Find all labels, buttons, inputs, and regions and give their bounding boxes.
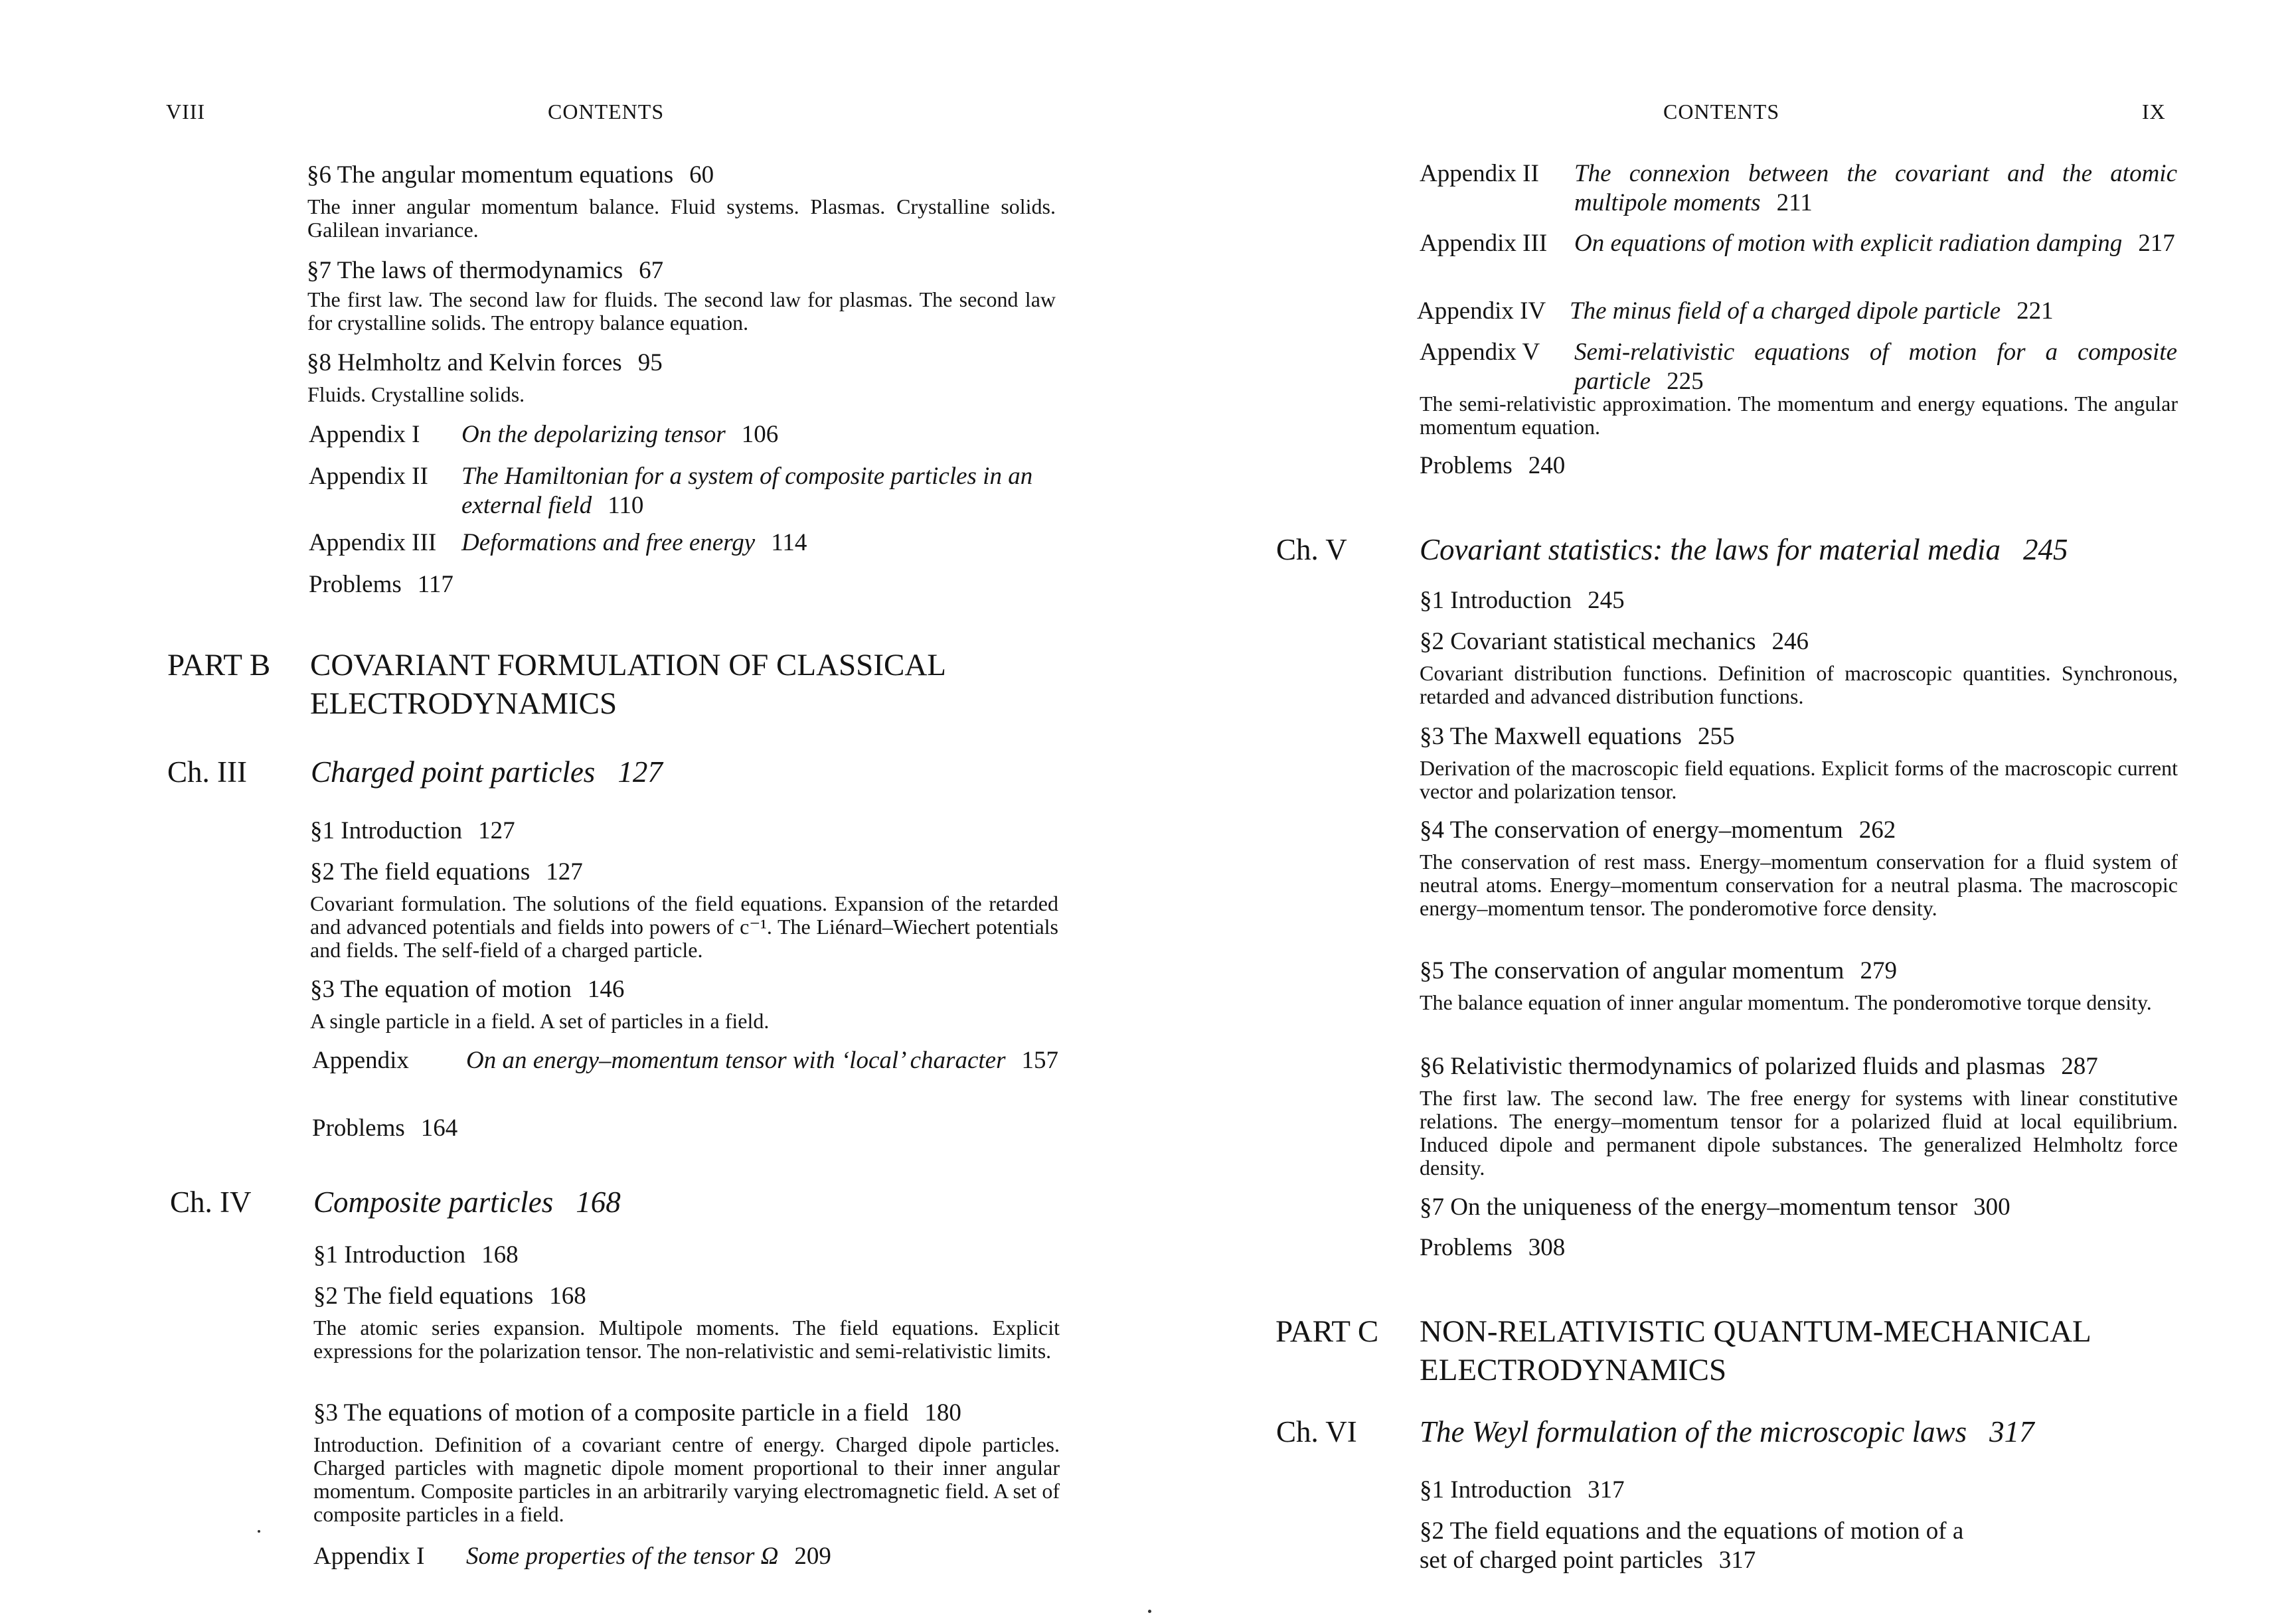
toc-section-1[interactable] [1420, 586, 1625, 615]
appendix-title: The connexion between the covariant and the atomic multipole moments [1574, 160, 2177, 216]
running-header: CONTENTS [1663, 100, 1780, 123]
toc-section-6[interactable] [1420, 1052, 2098, 1081]
toc-section-1[interactable] [1420, 1476, 1625, 1505]
section-description: A single particle in a field. A set of particles in a field. [310, 1009, 770, 1033]
toc-section-7[interactable] [1420, 1193, 2010, 1222]
appendix-label: Appendix V [1420, 339, 1540, 366]
toc-section-2[interactable] [313, 1282, 586, 1311]
section-description: Covariant distribution functions. Definition of macroscopic quantities. Synchronous, retarded and advanced distribution functions. [1420, 661, 2178, 708]
section-title: §8 Helmholtz and Kelvin forces [307, 349, 622, 376]
section-title: §2 Covariant statistical mechanics [1420, 628, 1756, 655]
section-description: The inner angular momentum balance. Fluid systems. Plasmas. Crystalline solids. Galilean invariance. [307, 194, 1056, 242]
problems-page: 240 [1528, 452, 1566, 479]
toc-appendix-4[interactable] [1417, 297, 2180, 326]
problems-label: Problems [312, 1115, 405, 1142]
section-description: Introduction. Definition of a covariant centre of energy. Charged dipole particles. Charged particles with magnetic dipole moment proportional to their inner angular momentum. Composite particles in an arbitrarily varying electromagnetic field. A set of composite particles in a field. [313, 1432, 1060, 1526]
toc-appendix-2[interactable] [309, 462, 1059, 520]
appendix-title: On equations of motion with explicit radiation damping [1574, 230, 2123, 257]
chapter-label: Ch. VI [1276, 1415, 1357, 1448]
toc-section-7[interactable] [307, 256, 663, 285]
section-description: The balance equation of inner angular momentum. The ponderomotive torque density. [1420, 990, 2152, 1014]
problems-page: 164 [420, 1115, 458, 1142]
section-page: 60 [689, 161, 714, 189]
toc-appendix-3[interactable] [309, 528, 1059, 558]
section-page: 127 [546, 858, 583, 885]
appendix-title: Some properties of the tensor Ω [466, 1543, 779, 1570]
section-page: 317 [1718, 1547, 1756, 1574]
toc-section-3[interactable] [1420, 722, 1734, 751]
section-page: 300 [1973, 1193, 2010, 1221]
toc-appendix-3[interactable] [1420, 229, 2183, 287]
appendix-page: 217 [2138, 230, 2175, 257]
section-description: The semi-relativistic approximation. The momentum and energy equations. The angular momentum equation. [1420, 392, 2178, 439]
section-title: §1 Introduction [313, 1241, 466, 1269]
chapter-title[interactable]: Composite particles 168 [313, 1186, 621, 1219]
problems-label: Problems [309, 571, 402, 598]
toc-section-6[interactable] [307, 161, 714, 190]
toc-section-2[interactable] [1420, 1517, 2183, 1575]
chapter-label: Ch. IV [170, 1186, 252, 1219]
section-title: §3 The equations of motion of a composite particle in a field [313, 1399, 909, 1426]
chapter-title[interactable]: Charged point particles 127 [311, 755, 663, 789]
appendix-label: Appendix I [313, 1543, 425, 1570]
appendix-title: The Hamiltonian for a system of composite particles in an external field [461, 463, 1033, 519]
section-page: 246 [1771, 628, 1809, 655]
section-description: Fluids. Crystalline solids. [307, 382, 525, 406]
toc-section-1[interactable] [313, 1241, 519, 1270]
appendix-label: Appendix III [309, 529, 437, 556]
toc-section-5[interactable] [1420, 957, 1897, 986]
right-page [1148, 0, 2296, 1615]
toc-problems[interactable] [312, 1114, 457, 1143]
appendix-page: 106 [741, 421, 779, 448]
section-title: §4 The conservation of energy–momentum [1420, 816, 1843, 844]
section-description: The first law. The second law for fluids. The second law for plasmas. The second law for crystalline solids. The entropy balance equation. [307, 287, 1056, 335]
section-page: 287 [2061, 1053, 2098, 1080]
toc-section-3[interactable] [310, 975, 624, 1004]
toc-problems[interactable] [1420, 1233, 1565, 1263]
appendix-label: Appendix IV [1417, 297, 1546, 325]
appendix-page: 209 [794, 1543, 831, 1570]
section-title: §5 The conservation of angular momentum [1420, 957, 1845, 984]
toc-section-8[interactable] [307, 348, 663, 378]
section-description: Derivation of the macroscopic field equations. Explicit forms of the macroscopic current vector and polarization tensor. [1420, 756, 2178, 803]
speck-mark [258, 1530, 260, 1533]
section-title: §6 The angular momentum equations [307, 161, 674, 189]
toc-section-1[interactable] [310, 816, 515, 846]
section-title: §1 Introduction [1420, 1476, 1572, 1503]
chapter-title[interactable]: Covariant statistics: the laws for material media 245 [1420, 533, 2068, 566]
appendix-page: 110 [608, 492, 644, 519]
appendix-label: Appendix [312, 1047, 409, 1074]
section-page: 279 [1860, 957, 1897, 984]
speck-mark [1148, 1610, 1151, 1613]
section-description: The first law. The second law. The free energy for systems with linear constitutive relations. The energy–momentum tensor for a polarized fluid at local equilibrium. Induced dipole and permanent dipole substances. The generalized Helmholtz force density. [1420, 1086, 2178, 1180]
chapter-page: 245 [2023, 533, 2068, 566]
section-title: §2 The field equations [313, 1282, 534, 1310]
section-description: Covariant formulation. The solutions of the field equations. Expansion of the retarded and advanced potentials and fields into powers of c⁻¹. The Liénard–Wiechert potentials and fields. The self-field of a charged particle. [310, 891, 1058, 962]
section-description: The atomic series expansion. Multipole moments. The field equations. Explicit expressions for the polarization tensor. The non-relativistic and semi-relativistic limits. [313, 1316, 1060, 1363]
section-page: 255 [1697, 723, 1735, 750]
appendix-page: 211 [1776, 189, 1813, 216]
part-label: PART C [1275, 1314, 1379, 1349]
appendix-page: 221 [2016, 297, 2054, 325]
toc-problems[interactable] [309, 570, 453, 599]
part-title[interactable]: NON-RELATIVISTIC QUANTUM-MECHANICAL ELECTRODYNAMICS [1420, 1314, 2090, 1387]
toc-appendix-1[interactable] [309, 420, 1059, 449]
appendix-title: The minus field of a charged dipole particle [1570, 297, 2001, 325]
toc-section-4[interactable] [1420, 816, 1896, 845]
toc-appendix-2[interactable] [1420, 159, 2183, 218]
section-page: 127 [478, 817, 515, 844]
toc-section-2[interactable] [1420, 627, 1809, 656]
section-page: 67 [639, 257, 664, 284]
appendix-title: Semi-relativistic equations of motion for a composite particle [1574, 339, 2177, 395]
page-number: IX [2142, 100, 2166, 123]
chapter-page: 127 [617, 755, 663, 789]
chapter-title[interactable]: The Weyl formulation of the microscopic laws 317 [1420, 1415, 2034, 1448]
chapter-label: Ch. V [1276, 533, 1347, 566]
section-title: §2 The field equations [310, 858, 531, 885]
appendix-label: Appendix II [1420, 160, 1539, 187]
problems-page: 308 [1528, 1234, 1566, 1261]
section-page: 168 [549, 1282, 586, 1310]
chapter-label: Ch. III [167, 755, 247, 789]
section-title: §3 The Maxwell equations [1420, 723, 1682, 750]
section-description: The conservation of rest mass. Energy–momentum conservation for a fluid system of neutral atoms. Energy–momentum conservation for a neutral plasma. The macroscopic energy–momentum tensor. The ponderomotive force density. [1420, 850, 2178, 920]
problems-page: 117 [417, 571, 453, 598]
toc-problems[interactable] [1420, 451, 1565, 481]
toc-appendix[interactable] [312, 1046, 1062, 1105]
running-header: CONTENTS [548, 100, 665, 123]
problems-label: Problems [1420, 1234, 1513, 1261]
appendix-label: Appendix III [1420, 230, 1548, 257]
section-page: 95 [637, 349, 663, 376]
page-number: VIII [166, 100, 206, 123]
section-title: §1 Introduction [310, 817, 463, 844]
toc-appendix-1[interactable] [313, 1542, 1064, 1571]
section-page: 245 [1588, 587, 1625, 614]
problems-label: Problems [1420, 452, 1513, 479]
section-page: 262 [1858, 816, 1896, 844]
appendix-label: Appendix I [309, 421, 420, 448]
toc-appendix-5[interactable] [1420, 338, 2183, 396]
section-title: §2 The field equations and the equations of motion of a set of charged point particles [1420, 1517, 1964, 1574]
toc-section-2[interactable] [310, 858, 583, 887]
section-title: §7 The laws of thermodynamics [307, 257, 623, 284]
section-title: §1 Introduction [1420, 587, 1572, 614]
appendix-title: On an energy–momentum tensor with ‘local’ character [466, 1047, 1006, 1074]
part-title[interactable]: COVARIANT FORMULATION OF CLASSICAL ELECTRODYNAMICS [310, 648, 945, 721]
section-title: §6 Relativistic thermodynamics of polarized fluids and plasmas [1420, 1053, 2046, 1080]
chapter-page: 168 [576, 1186, 621, 1219]
chapter-page: 317 [1989, 1415, 2034, 1448]
section-page: 146 [587, 976, 625, 1003]
appendix-label: Appendix II [309, 463, 428, 490]
appendix-page: 225 [1667, 368, 1704, 395]
section-title: §3 The equation of motion [310, 976, 572, 1003]
toc-section-3[interactable] [313, 1399, 961, 1428]
section-page: 317 [1588, 1476, 1625, 1503]
part-label: PART B [167, 648, 271, 682]
appendix-page: 157 [1021, 1047, 1058, 1074]
section-page: 168 [481, 1241, 519, 1269]
section-page: 180 [924, 1399, 961, 1426]
appendix-title: On the depolarizing tensor [461, 421, 726, 448]
section-title: §7 On the uniqueness of the energy–momentum tensor [1420, 1193, 1958, 1221]
appendix-page: 114 [771, 529, 807, 556]
appendix-title: Deformations and free energy [461, 529, 756, 556]
